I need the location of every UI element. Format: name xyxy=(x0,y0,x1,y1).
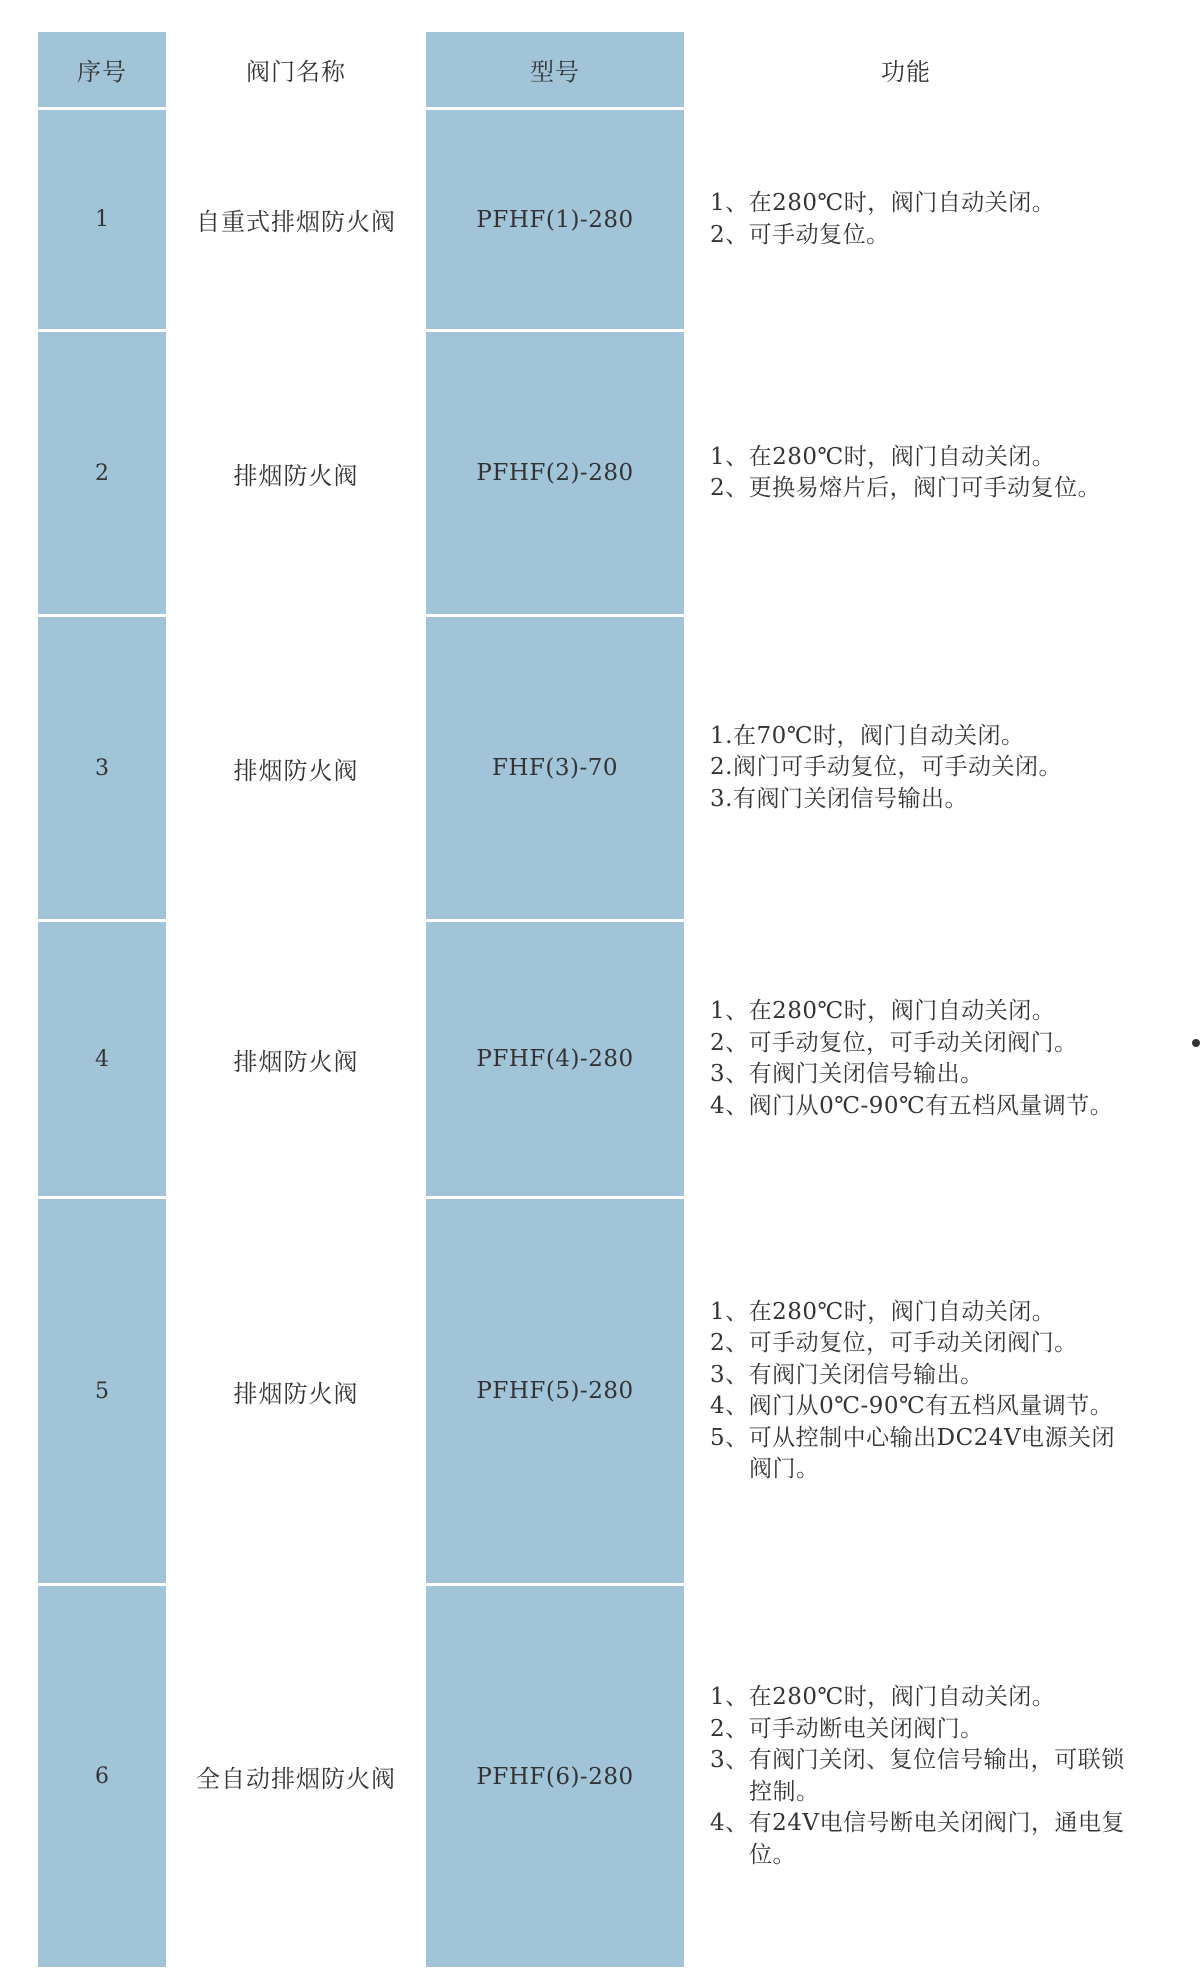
row-no: 1 xyxy=(38,110,166,332)
function-item: 1、在280℃时，阀门自动关闭。 xyxy=(710,443,1056,470)
function-item: 3、有阀门关闭、复位信号输出，可联锁控制。 xyxy=(710,1747,1125,1805)
row-model: FHF(3)-70 xyxy=(426,617,684,922)
row-model: PFHF(4)-280 xyxy=(426,922,684,1199)
header-model: 型号 xyxy=(426,32,684,110)
row-no: 4 xyxy=(38,922,166,1199)
row-no: 2 xyxy=(38,332,166,617)
table-header-row xyxy=(38,32,1128,110)
function-item: 4、有24V电信号断电关闭阀门，通电复位。 xyxy=(710,1810,1126,1868)
function-item: 2、可手动复位，可手动关闭阀门。 xyxy=(710,1029,1078,1056)
table-row xyxy=(38,110,1128,332)
row-no: 5 xyxy=(38,1199,166,1586)
row-function xyxy=(684,1199,1128,1586)
row-name: 自重式排烟防火阀 xyxy=(166,110,426,332)
function-item: 2、更换易熔片后，阀门可手动复位。 xyxy=(710,475,1102,501)
row-no: 6 xyxy=(38,1586,166,1970)
function-item: 1、在280℃时，阀门自动关闭。 xyxy=(710,1684,1056,1710)
row-name: 排烟防火阀 xyxy=(166,617,426,922)
function-item: 4、阀门从0℃-90℃有五档风量调节。 xyxy=(710,1092,1114,1119)
function-item: 3.有阀门关闭信号输出。 xyxy=(710,785,968,812)
function-item: 1.在70℃时，阀门自动关闭。 xyxy=(710,722,1025,749)
row-function xyxy=(684,110,1128,332)
row-model: PFHF(2)-280 xyxy=(426,332,684,617)
function-item: 3、有阀门关闭信号输出。 xyxy=(710,1061,984,1087)
header-function: 功能 xyxy=(684,32,1128,110)
row-model: PFHF(5)-280 xyxy=(426,1199,684,1586)
table-row xyxy=(38,1586,1128,1970)
row-function xyxy=(684,332,1128,617)
valve-spec-table xyxy=(38,32,1128,1970)
function-item: 2、可手动断电关闭阀门。 xyxy=(710,1715,984,1742)
function-item: 5、可从控制中心输出DC24V电源关闭阀门。 xyxy=(710,1424,1116,1482)
function-item: 1、在280℃时，阀门自动关闭。 xyxy=(710,190,1056,216)
row-function xyxy=(684,617,1128,922)
header-name: 阀门名称 xyxy=(166,32,426,110)
row-no: 3 xyxy=(38,617,166,922)
function-item: 1、在280℃时，阀门自动关闭。 xyxy=(710,998,1056,1024)
function-item: 3、有阀门关闭信号输出。 xyxy=(710,1361,984,1388)
table-row xyxy=(38,1199,1128,1586)
function-item: 2、可手动复位，可手动关闭阀门。 xyxy=(710,1330,1078,1356)
function-item: 1、在280℃时，阀门自动关闭。 xyxy=(710,1298,1056,1325)
row-name: 排烟防火阀 xyxy=(166,332,426,617)
function-item: 4、阀门从0℃-90℃有五档风量调节。 xyxy=(710,1393,1114,1419)
row-name: 排烟防火阀 xyxy=(166,922,426,1199)
row-name: 全自动排烟防火阀 xyxy=(166,1586,426,1970)
function-item: 2.阀门可手动复位，可手动关闭。 xyxy=(710,754,1062,781)
row-function xyxy=(684,922,1128,1199)
header-no: 序号 xyxy=(38,32,166,110)
row-function xyxy=(684,1586,1128,1970)
row-model: PFHF(1)-280 xyxy=(426,110,684,332)
row-name: 排烟防火阀 xyxy=(166,1199,426,1586)
row-model: PFHF(6)-280 xyxy=(426,1586,684,1970)
table-row xyxy=(38,922,1128,1199)
page-edge-mark xyxy=(1192,1039,1200,1047)
table-row xyxy=(38,617,1128,922)
table-row xyxy=(38,332,1128,617)
function-item: 2、可手动复位。 xyxy=(710,221,890,248)
